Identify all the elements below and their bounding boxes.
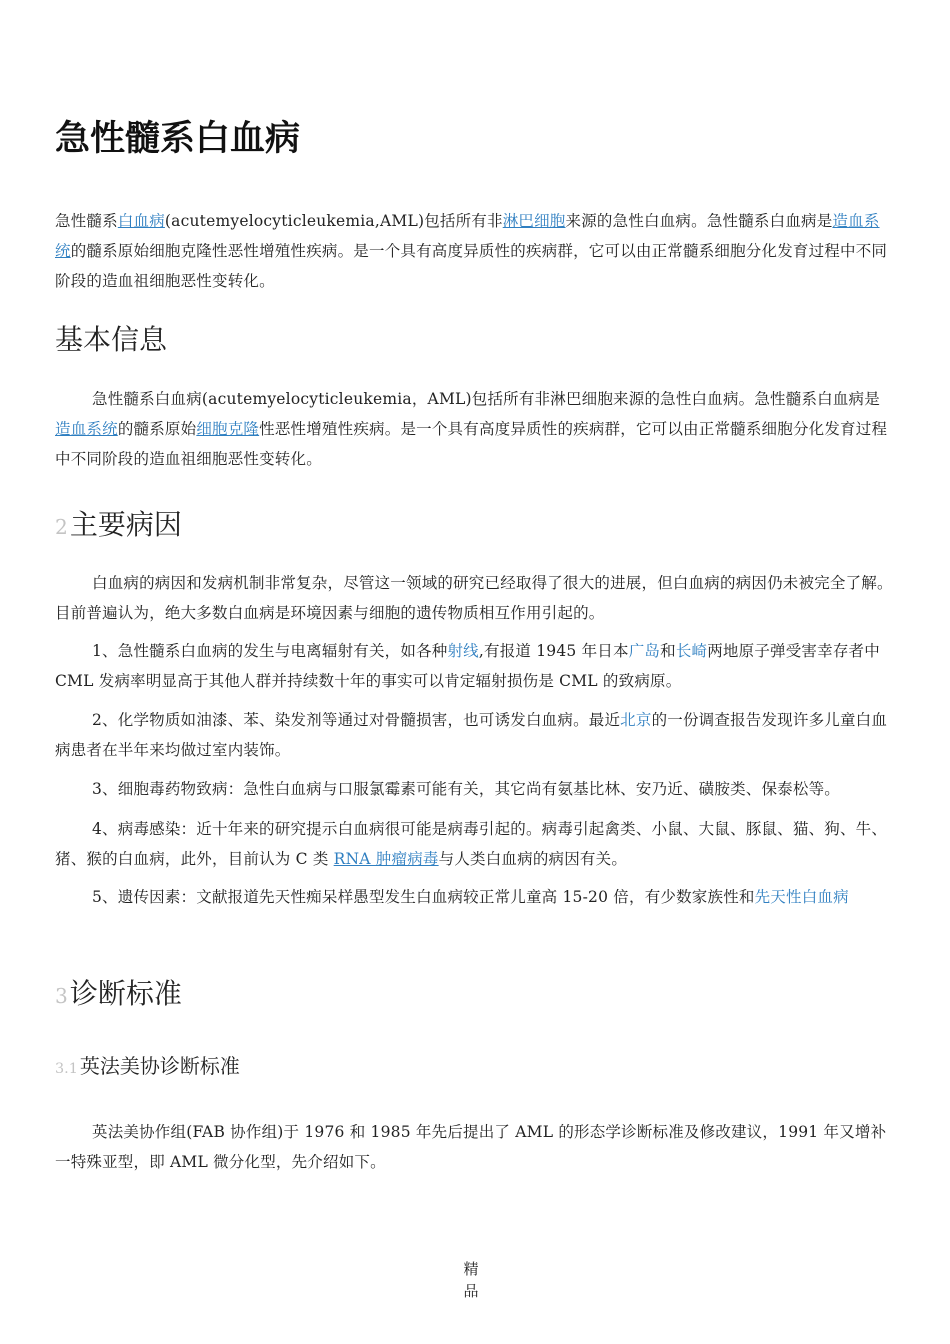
link-cell-clone[interactable]: 细胞克隆	[196, 420, 260, 438]
link-rna-tumor-virus[interactable]: RNA 肿瘤病毒	[333, 850, 439, 868]
link-hematopoietic-system[interactable]: 造血系统	[55, 212, 880, 260]
cause-1-text-4: 两地原子弹受害幸存者中 CML 发病率明显高于其他人群并持续数十年的事实可以肯定辐射损伤是 CML 的致病原。	[55, 642, 880, 690]
page-footer	[459, 1258, 483, 1302]
cause-item-1	[55, 636, 893, 696]
section-heading-diagnosis	[55, 976, 182, 1014]
section-title-causes: 主要病因	[69, 508, 182, 541]
section-title-diagnosis: 诊断标准	[69, 977, 182, 1010]
subsection-number-fab: 3.1	[55, 1061, 78, 1077]
link-beijing[interactable]: 北京	[620, 711, 652, 729]
cause-item-4	[55, 814, 893, 874]
cause-1-text-3: 和	[660, 642, 676, 660]
basic-text-1: 急性髓系白血病(acutemyelocyticleukemia，AML)包括所有非淋巴细胞来源的急性白血病。急性髓系白血病是	[92, 390, 880, 408]
subsection-heading-fab	[55, 1052, 240, 1083]
page-title: 急性髓系白血病	[55, 119, 301, 159]
section-heading-basic	[55, 322, 167, 358]
cause-item-3: 3、细胞毒药物致病：急性白血病与口服氯霉素可能有关，其它尚有氨基比林、安乃近、磺胺类、保泰松等。	[92, 780, 840, 798]
intro-text-2: (acutemyelocyticleukemia,AML)包括所有非	[164, 212, 503, 230]
cause-item-5	[55, 882, 893, 912]
intro-text-1: 急性髓系	[55, 212, 118, 230]
link-congenital-leukemia[interactable]: 先天性白血病	[754, 888, 849, 906]
cause-1-text-1: 1、急性髓系白血病的发生与电离辐射有关，如各种	[92, 642, 448, 660]
link-hematopoietic-system-2[interactable]: 造血系统	[55, 420, 118, 438]
cause-2-text-1: 2、化学物质如油漆、苯、染发剂等通过对骨髓损害，也可诱发白血病。最近	[92, 711, 621, 729]
link-leukemia[interactable]: 白血病	[117, 212, 165, 230]
basic-text-2: 的髓系原始	[117, 420, 197, 438]
cause-2-text-2: 的一份调查报告发现许多儿童白血病患者在半年来均做过室内装饰。	[55, 711, 888, 759]
cause-4-text-1: 4、病毒感染：近十年来的研究提示白血病很可能是病毒引起的。病毒引起禽类、小鼠、大鼠、豚鼠、猫、狗、牛、猪、猴的白血病，此外，目前认为 C 类	[55, 820, 888, 868]
fab-paragraph: 英法美协作组(FAB 协作组)于 1976 和 1985 年先后提出了 AML 的形态学诊断标准及修改建议，1991 年又增补一特殊亚型，即 AML 微分化型，先介绍如下。	[55, 1123, 887, 1171]
section-title-basic: 基本信息	[55, 323, 168, 356]
link-radiation[interactable]: 射线	[447, 642, 479, 660]
cause-item-2	[55, 705, 893, 765]
basic-text-3: 性恶性增殖性疾病。是一个具有高度异质性的疾病群，它可以由正常髓系细胞分化发育过程中不同阶段的造血祖细胞恶性变转化。	[55, 420, 888, 468]
cause-1-text-2: ,有报道 1945 年日本	[478, 642, 629, 660]
section-heading-causes	[55, 507, 182, 545]
intro-paragraph	[55, 206, 893, 296]
section-number-diagnosis: 3	[55, 984, 68, 1008]
link-lymphocyte[interactable]: 淋巴细胞	[502, 212, 566, 230]
causes-intro-paragraph: 白血病的病因和发病机制非常复杂，尽管这一领域的研究已经取得了很大的进展，但白血病的病因仍未被完全了解。目前普遍认为，绝大多数白血病是环境因素与细胞的遗传物质相互作用引起的。	[55, 574, 893, 622]
cause-5-text-1: 5、遗传因素：文献报道先天性痴呆样愚型发生白血病较正常儿童高 15-20 倍，有少数家族性和	[92, 888, 755, 906]
basic-paragraph	[55, 384, 893, 474]
link-hiroshima[interactable]: 广岛	[628, 642, 661, 660]
intro-text-4: 的髓系原始细胞克隆性恶性增殖性疾病。是一个具有高度异质性的疾病群，它可以由正常髓系细胞分化发育过程中不同阶段的造血祖细胞恶性变转化。	[55, 242, 888, 290]
footer-line-1: 精	[463, 1260, 479, 1278]
footer-line-2: 品	[463, 1282, 479, 1300]
cause-4-text-2: 与人类白血病的病因有关。	[438, 850, 628, 868]
subsection-title-fab: 英法美协诊断标准	[79, 1054, 240, 1078]
intro-text-3: 来源的急性白血病。急性髓系白血病是	[565, 212, 833, 230]
link-nagasaki[interactable]: 长崎	[675, 642, 708, 660]
section-number-causes: 2	[55, 515, 68, 539]
